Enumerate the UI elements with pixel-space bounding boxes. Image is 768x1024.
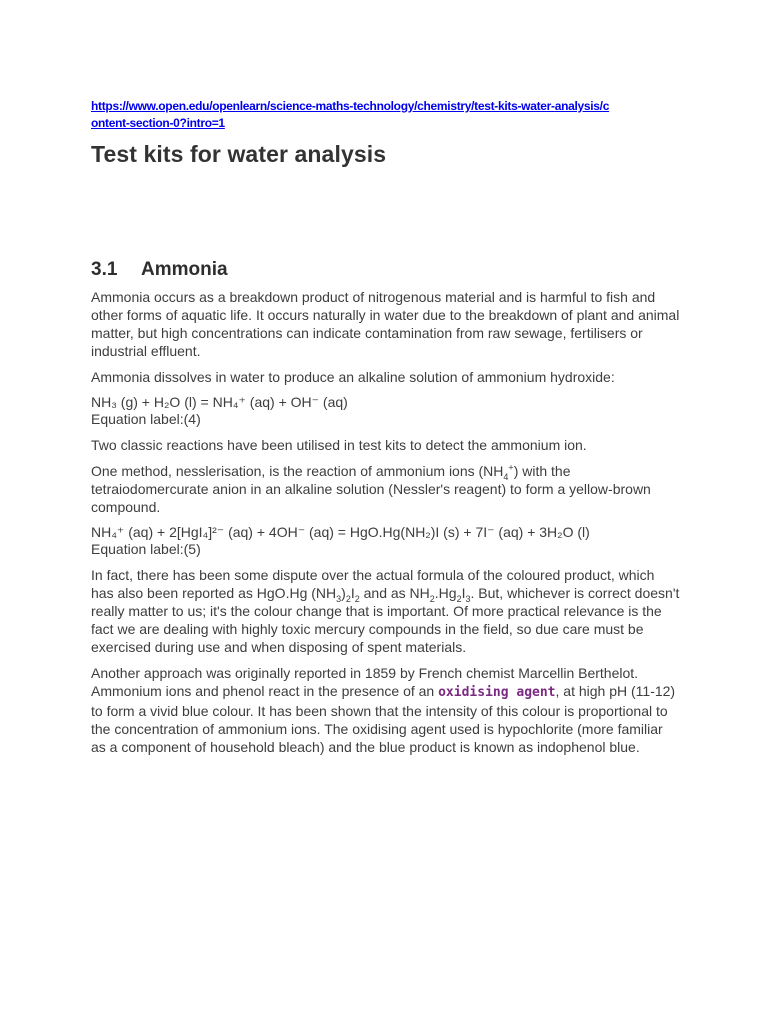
paragraph-nesslerisation <box>91 462 680 516</box>
section-heading <box>91 257 680 283</box>
dispute-text-a: In fact, there has been some dispute over the actual formula of the coloured product, which has also been reported as HgO.Hg (NH <box>91 567 655 601</box>
paragraph-dissolves: Ammonia dissolves in water to produce an alkaline solution of ammonium hydroxide: <box>91 369 615 385</box>
dispute-sub-3: 3 <box>336 593 342 604</box>
dispute-sub-2: 2 <box>345 593 351 604</box>
oxidising-agent-term[interactable]: oxidising agent <box>438 685 556 700</box>
source-url-link[interactable] <box>91 98 611 132</box>
dispute-sub-3b: 3 <box>465 593 471 604</box>
dispute-text-c: . But, whichever is correct doesn't really matter to us; it's the colour change that is important. Of more practical relevance is the fact we are dealing with highly toxic mercury compounds in the field, so due care must be exercised during use and when disposing of spent materials. <box>91 585 680 655</box>
document-title: Test kits for water analysis <box>91 141 387 167</box>
nessler-text-b: ) with the tetraiodomercurate anion in an alkaline solution (Nessler's reagent) to form a yellow-brown compound. <box>91 463 651 515</box>
paragraph-intro: Ammonia occurs as a breakdown product of nitrogenous material and is harmful to fish and other forms of aquatic life. It occurs naturally in water due to the breakdown of plant and animal matter, but high concentrations can indicate contamination from raw sewage, fertilisers or industrial effluent. <box>91 289 680 359</box>
nessler-sub-4: 4 <box>503 471 509 482</box>
nessler-sup-plus: + <box>508 462 514 473</box>
source-url-line1[interactable]: https://www.open.edu/openlearn/science-maths-technology/chemistry/test-kits-water- <box>91 99 555 113</box>
paragraph-classic-reactions: Two classic reactions have been utilised in test kits to detect the ammonium ion. <box>91 437 587 453</box>
equation-5: NH₄⁺ (aq) + 2[HgI₄]²⁻ (aq) + 4OH⁻ (aq) = HgO.Hg(NH₂)I (s) + 7I⁻ (aq) + 3H₂O (l) <box>91 524 590 540</box>
paragraph-dispute: In fact, there has been some dispute over the actual formula of the coloured product, which has also been reported as HgO.Hg $(NH_3)_2I_2$ and as $NH_2.Hg_2I_3$. But, whichever is correct doesn't really matter to us; it's the colour change that is important. Of more practical relevance is the fact we are dealing with highly toxic mercury compounds in the field, so due care must be exercised during use and when disposing of spent materials. <box>91 567 680 655</box>
equation-4: NH₃ (g) + H₂O (l) = NH₄⁺ (aq) + OH⁻ (aq) <box>91 394 348 410</box>
section-title: Ammonia <box>141 259 228 280</box>
equation-5-label: Equation label:(5) <box>91 541 201 557</box>
dispute-sub-2d: 2 <box>456 593 462 604</box>
dispute-sub-2b: 2 <box>354 593 360 604</box>
source-url-line2[interactable]: analysis/content-section-0?intro=1 <box>91 99 610 130</box>
berthelot-text-b: , at high pH (11-12) to form a vivid blue colour. It has been shown that the intensity of this colour is proportional to the concentration of ammonium ions. The oxidising agent used is hypochlorite (more familiar as a component of household bleach) and the blue product is known as indophenol blue. <box>91 683 676 755</box>
dispute-text-b: and as NH <box>359 585 430 601</box>
dispute-sub-2c: 2 <box>429 593 435 604</box>
nessler-text-a: One method, nesslerisation, is the reaction of ammonium ions (NH <box>91 463 504 479</box>
section-number: 3.1 <box>91 259 118 280</box>
berthelot-text-a: Another approach was originally reported in 1859 by French chemist Marcellin Berthelot. Ammonium ions and phenol react in the presence of an <box>91 665 639 699</box>
equation-4-label: Equation label:(4) <box>91 411 201 427</box>
paragraph-berthelot <box>91 664 680 756</box>
